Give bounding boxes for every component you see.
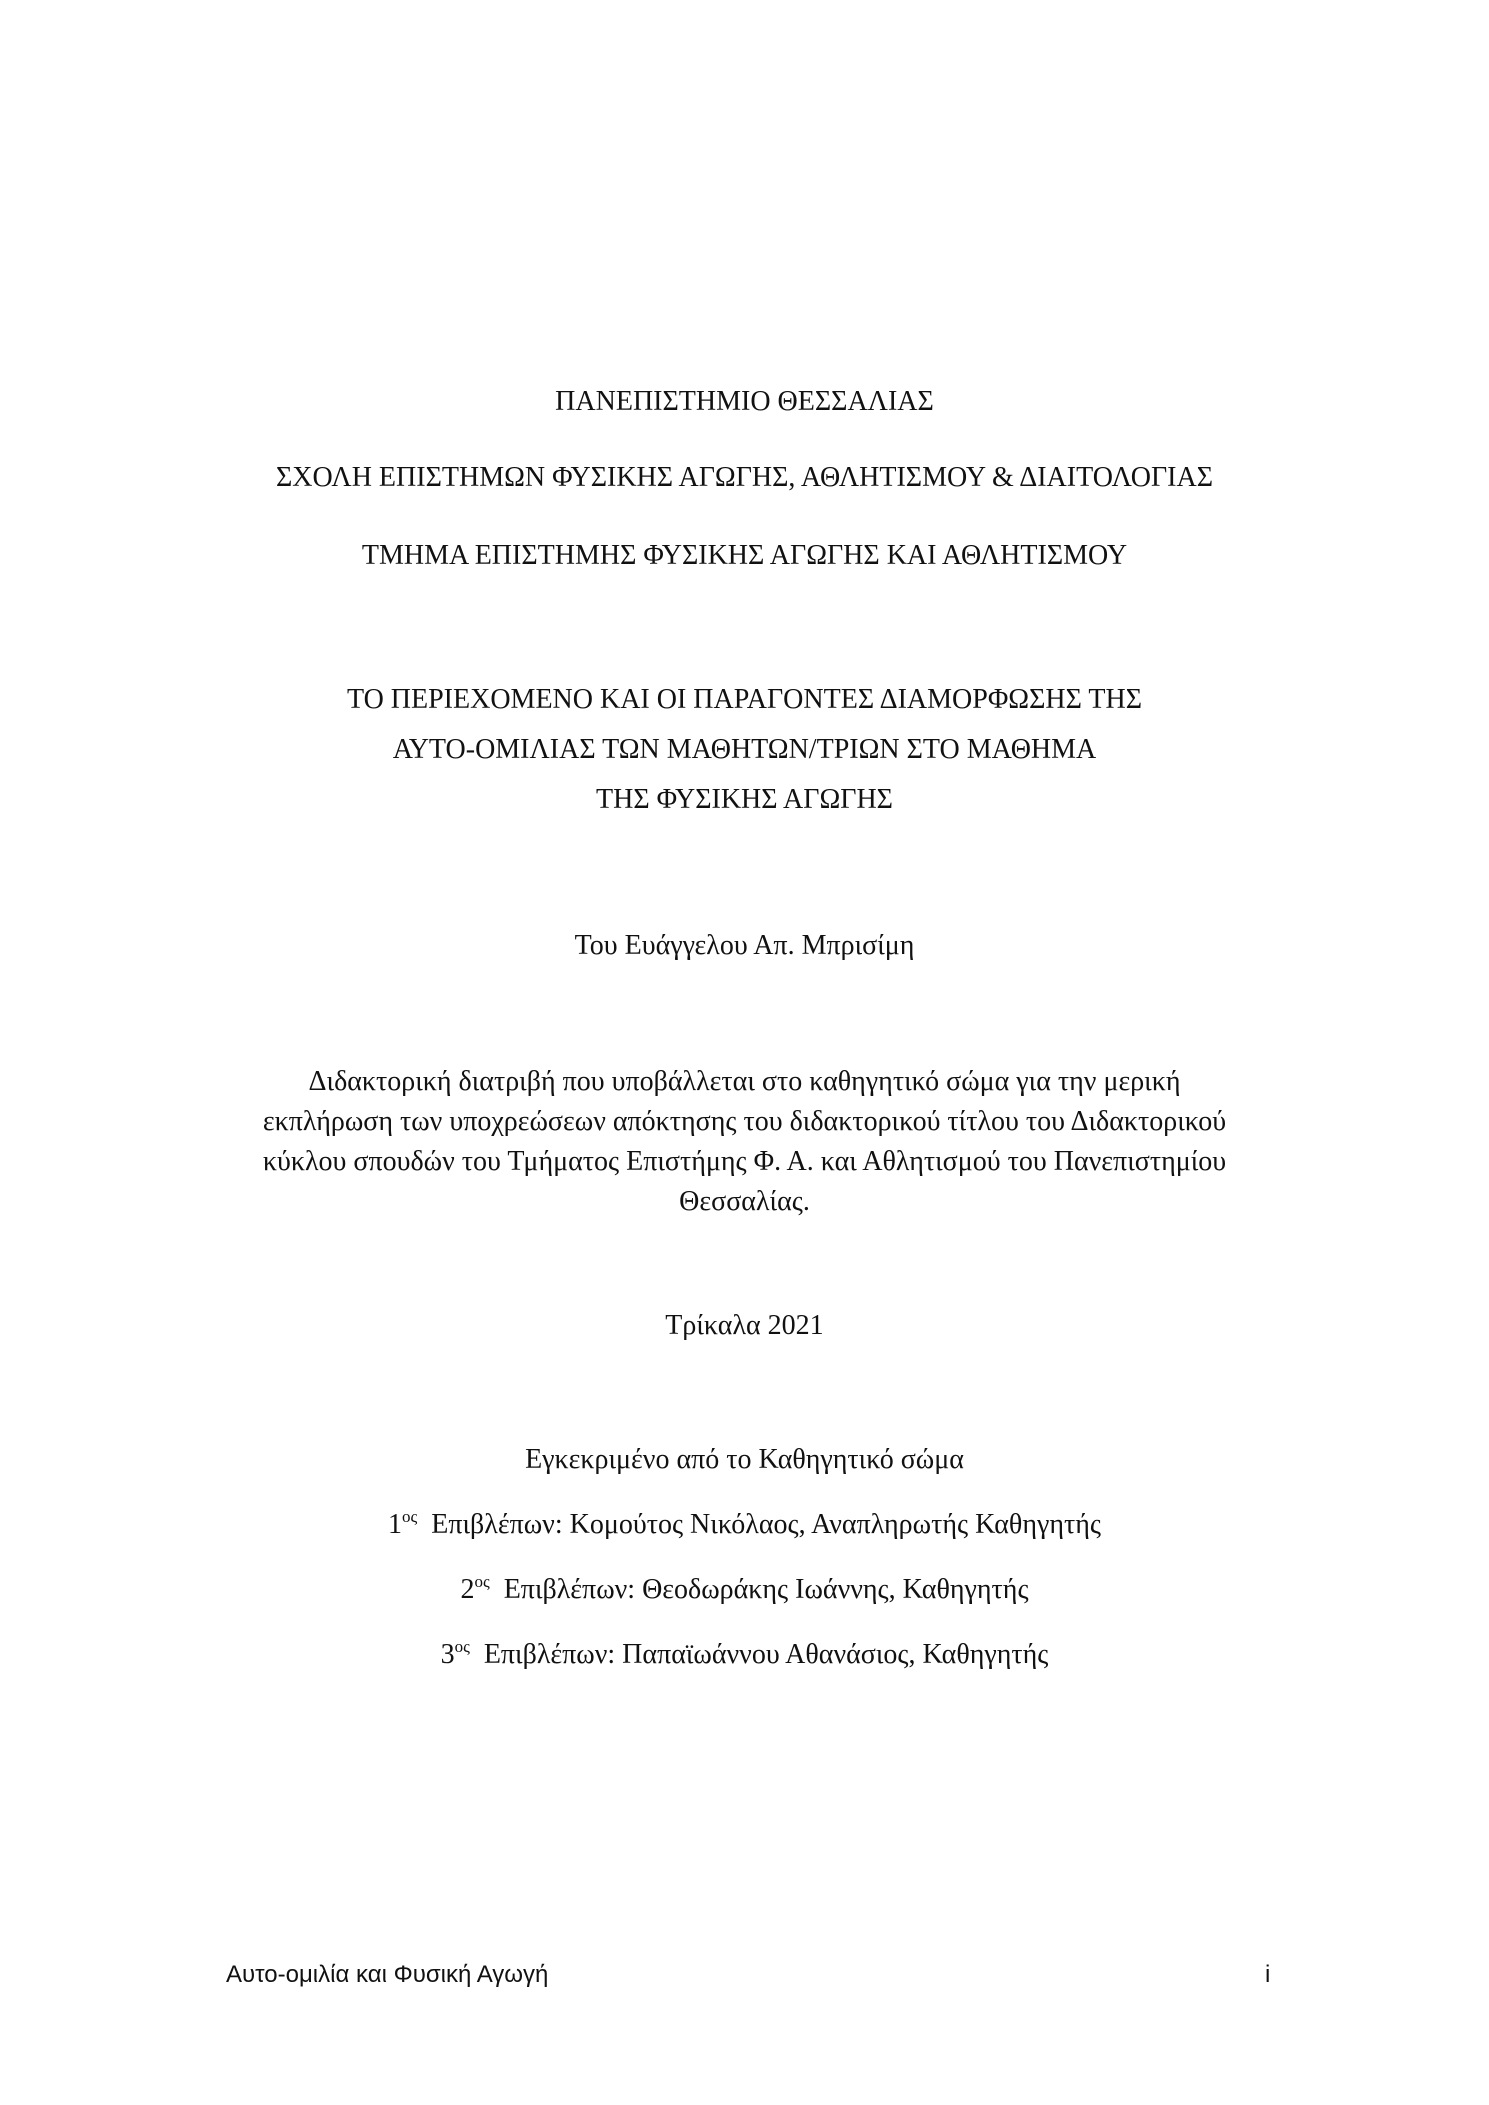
page-number: i <box>1265 1961 1271 1988</box>
supervisor-text: Επιβλέπων: Κομούτος Νικόλαος, Αναπληρωτής Καθηγητής <box>431 1509 1101 1540</box>
description-line: Διδακτορική διατριβή που υποβάλλεται στο καθηγητικό σώμα για την μερική <box>308 1066 1181 1097</box>
supervisor-ordinal: 2 <box>460 1574 475 1605</box>
footer-title: Αυτο-ομιλία και Φυσική Αγωγή <box>226 1961 549 1988</box>
ordinal-suffix: ος <box>454 1637 470 1656</box>
supervisor-text: Επιβλέπων: Παπαϊωάννου Αθανάσιος, Καθηγητής <box>483 1639 1049 1670</box>
description-line: εκπλήρωση των υποχρεώσεων απόκτησης του διδακτορικού τίτλου του Διδακτορικού <box>262 1106 1227 1137</box>
approval-heading: Εγκεκριμένο από το Καθηγητικό σώμα <box>525 1444 964 1475</box>
ordinal-suffix: ος <box>402 1507 418 1526</box>
thesis-description <box>200 1062 1289 1222</box>
school-name: ΣΧΟΛΗ ΕΠΙΣΤΗΜΩΝ ΦΥΣΙΚΗΣ ΑΓΩΓΗΣ, ΑΘΛΗΤΙΣΜΟΥ & ΔΙΑΙΤΟΛΟΓΙΑΣ <box>276 462 1213 493</box>
place-year: Τρίκαλα 2021 <box>665 1310 824 1341</box>
supervisor-ordinal: 1 <box>388 1509 403 1540</box>
description-line: Θεσσαλίας. <box>679 1186 810 1217</box>
author-name: Του Ευάγγελου Απ. Μπρισίμη <box>574 930 915 961</box>
department-name: ΤΜΗΜΑ ΕΠΙΣΤΗΜΗΣ ΦΥΣΙΚΗΣ ΑΓΩΓΗΣ ΚΑΙ ΑΘΛΗΤΙΣΜΟΥ <box>361 540 1128 571</box>
thesis-title-line-1: ΤΟ ΠΕΡΙΕΧΟΜΕΝΟ ΚΑΙ ΟΙ ΠΑΡΑΓΟΝΤΕΣ ΔΙΑΜΟΡΦΩΣΗΣ ΤΗΣ <box>346 684 1143 715</box>
supervisor-ordinal: 3 <box>440 1639 455 1670</box>
ordinal-suffix: ος <box>474 1572 490 1591</box>
thesis-title-line-2: ΑΥΤΟ-ΟΜΙΛΙΑΣ ΤΩΝ ΜΑΘΗΤΩΝ/ΤΡΙΩΝ ΣΤΟ ΜΑΘΗΜΑ <box>392 734 1097 765</box>
supervisor-3 <box>0 1635 1489 1675</box>
description-line: κύκλου σπουδών του Τμήματος Επιστήμης Φ. Α. και Αθλητισμού του Πανεπιστημίου <box>262 1146 1227 1177</box>
thesis-title-line-3: ΤΗΣ ΦΥΣΙΚΗΣ ΑΓΩΓΗΣ <box>596 784 893 815</box>
supervisor-text: Επιβλέπων: Θεοδωράκης Ιωάννης, Καθηγητής <box>503 1574 1029 1605</box>
university-name: ΠΑΝΕΠΙΣΤΗΜΙΟ ΘΕΣΣΑΛΙΑΣ <box>555 386 934 417</box>
supervisor-1 <box>0 1505 1489 1545</box>
supervisor-2 <box>0 1570 1489 1610</box>
